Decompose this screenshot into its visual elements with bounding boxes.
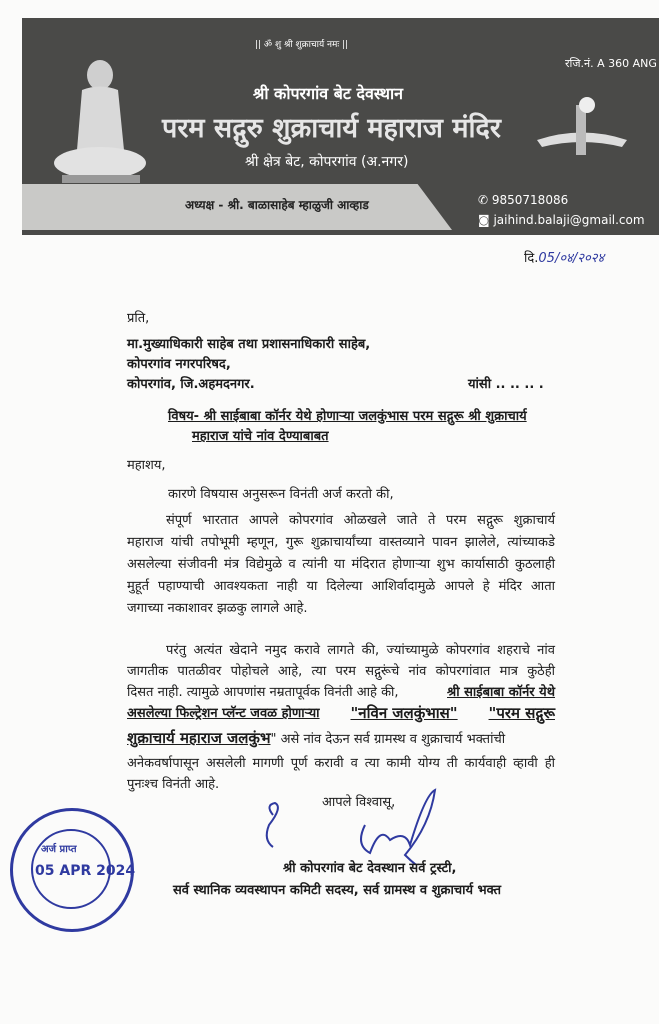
signatory-line: श्री कोपरगांव बेट देवस्थान सर्व ट्रस्टी, [283, 861, 457, 876]
mail-icon: ◙ [478, 213, 494, 227]
stamp-date: 05 APR 2024 [35, 863, 136, 879]
intro-line: कारणे विषयास अनुसरून विनंती अर्ज करतो की, [168, 487, 394, 502]
shivling-image [532, 95, 632, 175]
sage-statue-image [52, 55, 147, 185]
date-handwritten: 05/०४/२०२४ [538, 251, 605, 266]
location: श्री क्षेत्र बेट, कोपरगांव (अ.नगर) [245, 154, 409, 170]
whatsapp-icon: ✆ [478, 193, 492, 207]
registration-number: रजि.नं. A 360 ANG [565, 57, 657, 70]
received-stamp [10, 808, 134, 932]
recipient-to: प्रति, [127, 311, 150, 326]
email-contact [478, 213, 645, 227]
recipient-line: कोपरगांव नगरपरिषद, [127, 357, 231, 372]
subject-line: महाराज यांचे नांव देण्याबाबत [192, 429, 329, 444]
email-address: jaihind.balaji@gmail.com [493, 213, 645, 227]
para1-line: महाराज यांची तपोभूमी म्हणून, गुरू शुक्राचार्यांच्या वास्तव्याने पावन झालेले, त्यांच्याकडे [127, 535, 555, 550]
temple-name: परम सद्गुरु शुक्राचार्य महाराज मंदिर [162, 113, 501, 144]
stamp-label: अर्ज प्राप्त [41, 844, 77, 855]
date [524, 248, 604, 266]
para2-line [127, 728, 555, 748]
para2-highlight: "नविन जलकुंभास" [350, 704, 458, 722]
subject-line: विषय- श्री साईबाबा कॉर्नर येथे होणाऱ्या जलकुंभास परम सद्गुरू श्री शुक्राचार्य [168, 409, 527, 424]
para1-line: मुहूर्त पहाण्याची आवश्यकता नाही या दिलेल्या आशिर्वादामुळे आपले हे मंदिर आता [127, 579, 555, 594]
closing: आपले विश्वासू, [322, 795, 396, 810]
para2-line [127, 703, 555, 723]
date-prefix: दि. [524, 251, 539, 266]
para2-line: पुनःश्च विनंती आहे. [127, 777, 220, 792]
para2-line: परंतु अत्यंत खेदाने नमुद करावे लागते की, ज्यांच्यामुळे कोपरगांव शहराचे नांव [166, 643, 555, 658]
para2-line: जागतीक पातळीवर पोहोचले आहे, त्या परम सद्गुरूंचे नांव कोपरगांवात मात्र कुठेही [127, 664, 555, 679]
para1-line: जगाच्या नकाशावर झळकु लागले आहे. [127, 601, 308, 616]
para2-text: दिसत नाही. त्यामुळे आपणांस नम्रतापूर्वक विनंती आहे की, [127, 685, 399, 700]
para2-line [127, 682, 555, 700]
recipient-yansi: यांसी .. .. .. . [468, 377, 544, 392]
para2-highlight: "परम सद्गुरू [488, 704, 555, 722]
para2-text: " असे नांव देऊन सर्व ग्रामस्थ व शुक्राचार्य भक्तांची [270, 732, 506, 747]
signatory-line: सर्व स्थानिक व्यवस्थापन कमिटी सदस्य, सर्व ग्रामस्थ व शुक्राचार्य भक्त [173, 883, 502, 898]
org-name: श्री कोपरगांव बेट देवस्थान [253, 84, 404, 103]
para1-line: संपूर्ण भारतात आपले कोपरगांव ओळखले जाते ते परम सद्गुरू शुक्राचार्य [166, 513, 555, 528]
recipient-line: कोपरगांव, जि.अहमदनगर. [127, 377, 255, 392]
greeting: महाशय, [127, 458, 166, 473]
invocation: || ॐ शु श्री शुक्राचार्य नमः || [255, 40, 349, 50]
para2-highlight: शुक्राचार्य महाराज जलकुंभ [127, 729, 271, 747]
signatures [255, 785, 455, 865]
para2-line: अनेकवर्षापासून असलेली मागणी पूर्ण करावी व त्या कामी योग्य ती कार्यवाही व्हावी ही [127, 756, 555, 771]
phone-number: 9850718086 [491, 193, 569, 207]
phone-contact [478, 193, 568, 207]
recipient-line: मा.मुख्याधिकारी साहेब तथा प्रशासनाधिकारी साहेब, [127, 337, 371, 352]
president-name: अध्यक्ष - श्री. बाळासाहेब म्हाळुजी आव्हाड [185, 198, 369, 212]
para1-line: असलेल्या संजीवनी मंत्र विद्येमुळे व त्यांनी या मंदिरात होणाऱ्या शुभ कार्यासाठी कुठलाही [127, 557, 555, 572]
para2-highlight: असलेल्या फिल्ट्रेशन प्लॅन्ट जवळ होणाऱ्या [127, 706, 320, 721]
para2-highlight: श्री साईबाबा कॉर्नर येथे [447, 685, 555, 700]
